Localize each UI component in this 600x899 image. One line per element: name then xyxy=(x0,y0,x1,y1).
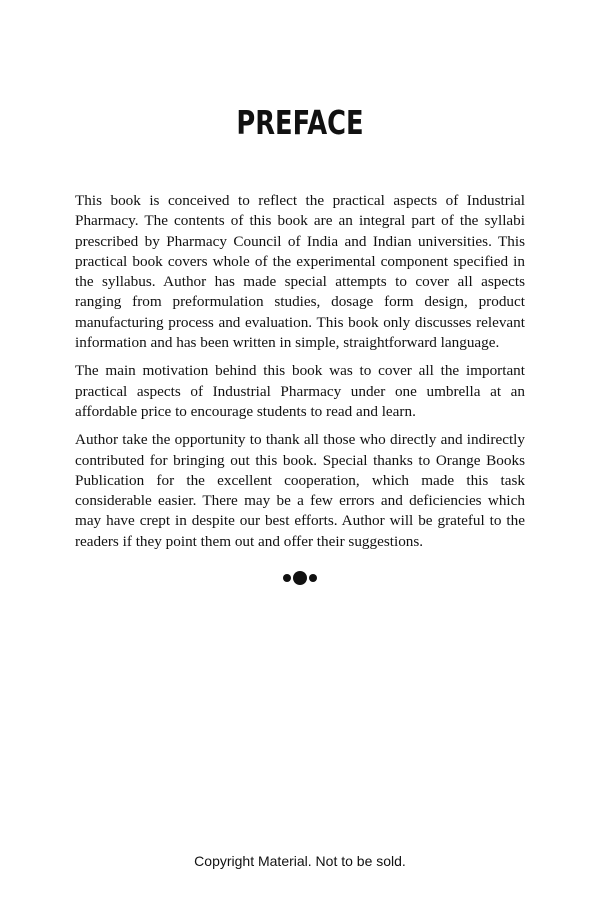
copyright-footer: Copyright Material. Not to be sold. xyxy=(194,853,406,869)
three-dot-ornament-icon xyxy=(0,569,600,587)
paragraph-1: This book is conceived to reflect the practical aspects of Industrial Pharmacy. The contents of this book are an integral part of the syllabi prescribed by Pharmacy Council of India and Indian universities. This practical book covers whole of the experimental component specified in the syllabus. Author has made special attempts to cover all aspects ranging from preformulation studies, dosage form design, product manufacturing process and evaluation. This book only discusses relevant information and has been written in simple, straightforward language. xyxy=(75,192,525,352)
paragraph-3: Author take the opportunity to thank all those who directly and indirectly contributed for bringing out this book. Special thanks to Orange Books Publication for the excellent cooperation, which made this task considerable easier. There may be a few errors and deficiencies which may have crept in despite our best efforts. Author will be grateful to the readers if they point them out and offer their suggestions. xyxy=(75,431,525,550)
page-title: PREFACE xyxy=(236,103,364,142)
ornament-dot-center xyxy=(293,571,307,585)
paragraph-2: The main motivation behind this book was to cover all the important practical aspects of Industrial Pharmacy under one umbrella at an affordable price to encourage students to read and learn. xyxy=(75,362,525,420)
ornament-dot-left xyxy=(283,574,291,582)
preface-body xyxy=(75,191,525,560)
ornament-dot-right xyxy=(309,574,317,582)
